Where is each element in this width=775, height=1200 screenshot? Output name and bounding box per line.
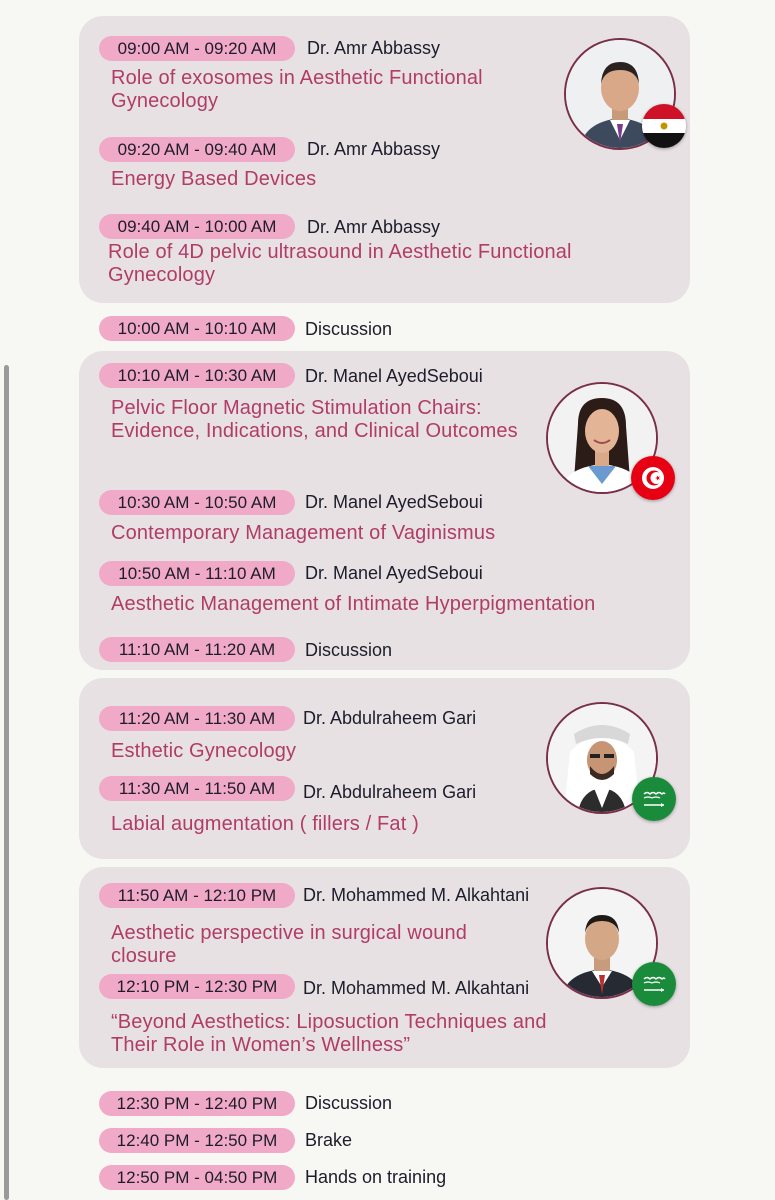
- speaker-name: Dr. Manel AyedSeboui: [305, 563, 483, 583]
- speaker-name: Dr. Amr Abbassy: [307, 139, 441, 159]
- talk-title: Esthetic Gynecology: [111, 740, 297, 762]
- time-pill: 09:20 AM - 09:40 AM: [99, 137, 295, 162]
- time-pill: 10:50 AM - 11:10 AM: [99, 561, 295, 586]
- time-pill: 11:20 AM - 11:30 AM: [99, 706, 295, 731]
- speaker-name: Dr. Abdulraheem Gari: [303, 782, 477, 802]
- talk-title: Aesthetic Management of Intimate Hyperpigmentation: [111, 593, 596, 615]
- talk-title: Role of 4D pelvic ultrasound in Aesthetic Functional Gynecology: [108, 241, 572, 286]
- speaker-name: Dr. Amr Abbassy: [307, 38, 441, 58]
- agenda-label: Discussion: [305, 319, 393, 339]
- time-pill: 11:50 AM - 12:10 PM: [99, 883, 295, 908]
- time-pill: 09:40 AM - 10:00 AM: [99, 214, 295, 239]
- time-pill: 11:30 AM - 11:50 AM: [99, 776, 295, 801]
- talk-title: Contemporary Management of Vaginismus: [111, 522, 496, 544]
- agenda-label: Discussion: [305, 1093, 393, 1113]
- speaker-name: Dr. Manel AyedSeboui: [305, 492, 483, 512]
- time-pill: 12:40 PM - 12:50 PM: [99, 1128, 295, 1153]
- scrollbar[interactable]: [4, 365, 9, 1200]
- speaker-name: Dr. Abdulraheem Gari: [303, 708, 477, 728]
- talk-title: “Beyond Aesthetics: Liposuction Techniques and Their Role in Women’s Wellness”: [111, 1011, 547, 1056]
- talk-title: Role of exosomes in Aesthetic Functional Gynecology: [111, 67, 483, 112]
- talk-title: Pelvic Floor Magnetic Stimulation Chairs: Evidence, Indications, and Clinical Outcomes: [111, 397, 518, 442]
- time-pill: 12:50 PM - 04:50 PM: [99, 1165, 295, 1190]
- egypt-flag-icon: [642, 104, 686, 148]
- speaker-name: Dr. Mohammed M. Alkahtani: [303, 885, 530, 905]
- time-pill: 10:10 AM - 10:30 AM: [99, 363, 295, 388]
- time-pill: 11:10 AM - 11:20 AM: [99, 637, 295, 662]
- time-pill: 12:30 PM - 12:40 PM: [99, 1091, 295, 1116]
- saudi-arabia-flag-icon: [632, 962, 676, 1006]
- agenda-label: Discussion: [305, 640, 393, 660]
- time-pill: 09:00 AM - 09:20 AM: [99, 36, 295, 61]
- talk-title: Aesthetic perspective in surgical wound closure: [111, 922, 468, 967]
- time-pill: 12:10 PM - 12:30 PM: [99, 974, 295, 999]
- agenda-label: Brake: [305, 1130, 353, 1150]
- time-pill: 10:00 AM - 10:10 AM: [99, 316, 295, 341]
- saudi-arabia-flag-icon: [632, 777, 676, 821]
- talk-title: Labial augmentation ( fillers / Fat ): [111, 813, 419, 835]
- agenda-label: Hands on training: [305, 1167, 447, 1187]
- speaker-name: Dr. Amr Abbassy: [307, 217, 441, 237]
- speaker-name: Dr. Manel AyedSeboui: [305, 366, 483, 386]
- time-pill: 10:30 AM - 10:50 AM: [99, 490, 295, 515]
- tunisia-flag-icon: [631, 456, 675, 500]
- talk-title: Energy Based Devices: [111, 168, 317, 190]
- speaker-name: Dr. Mohammed M. Alkahtani: [303, 978, 530, 998]
